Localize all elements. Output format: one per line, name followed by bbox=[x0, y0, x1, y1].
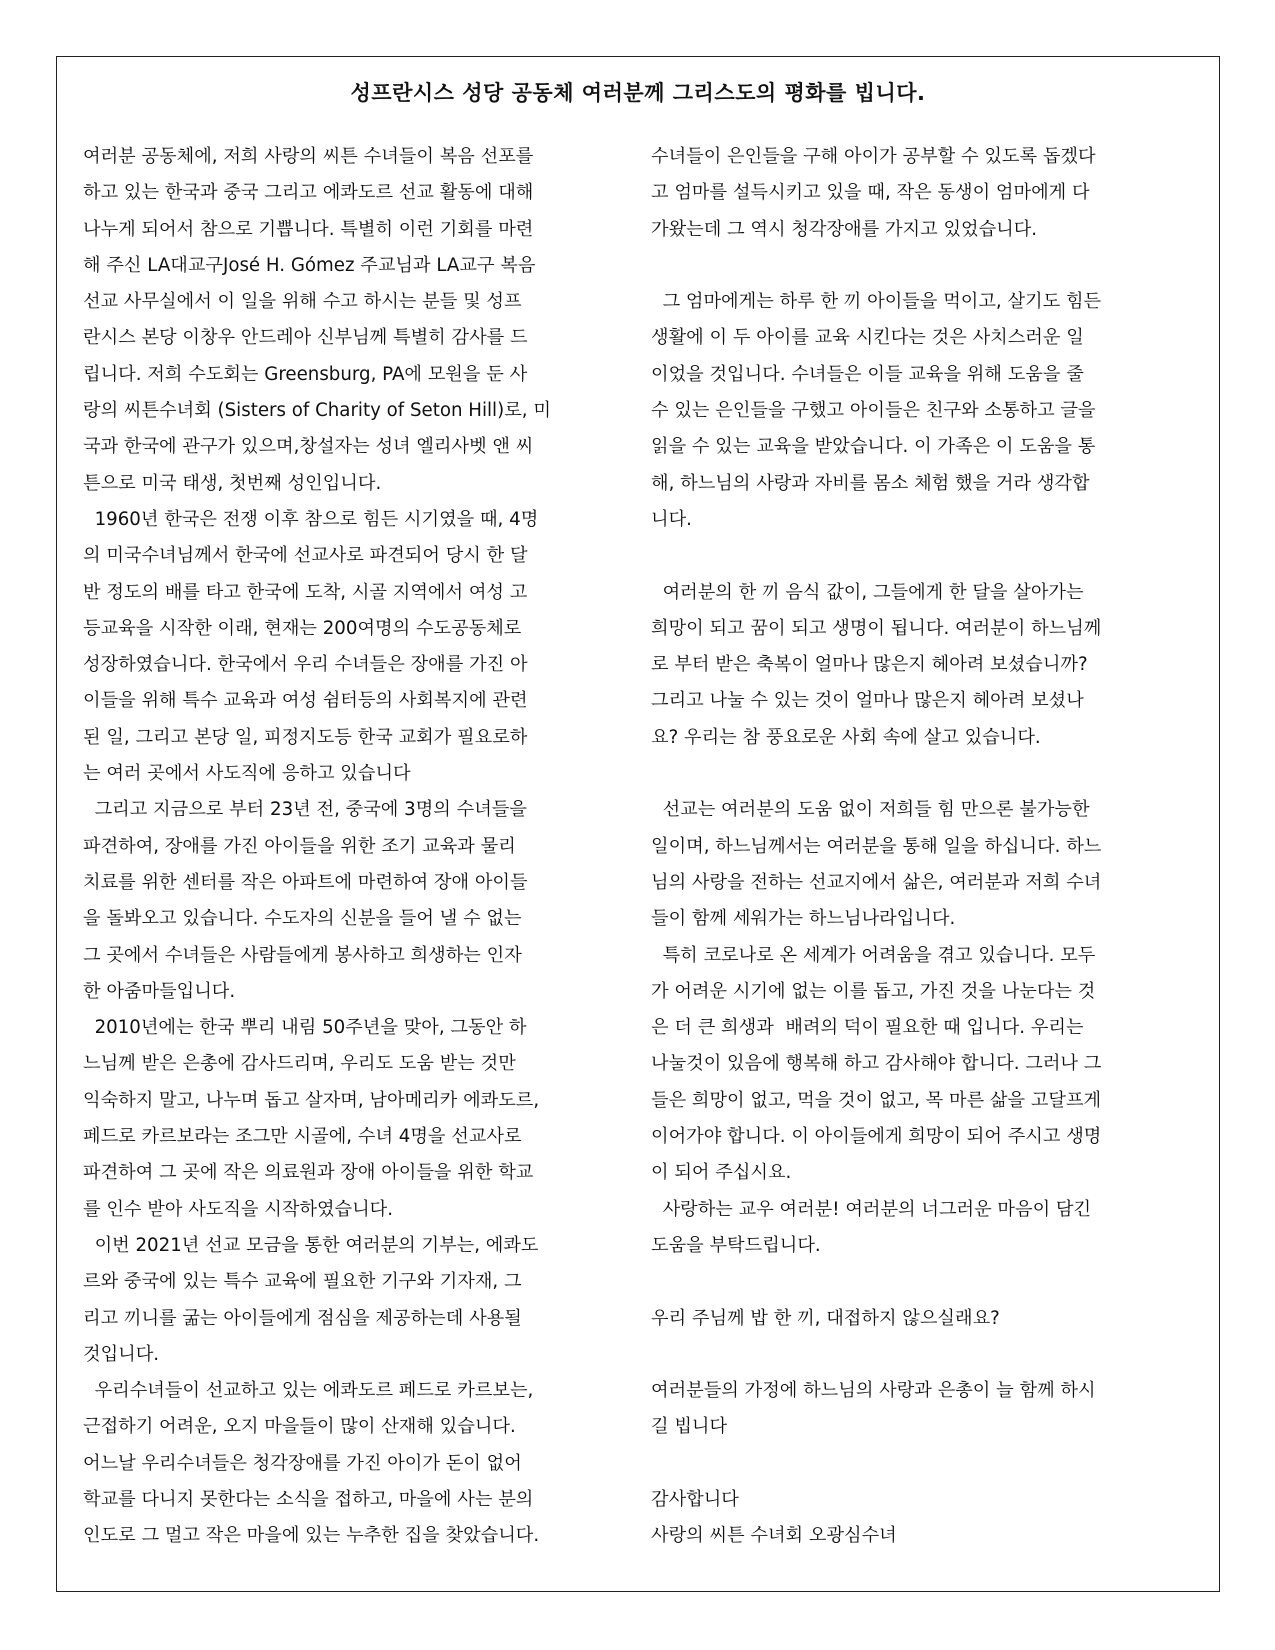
text-line: 인도로 그 멀고 작은 마을에 있는 누추한 집을 찾았습니다. bbox=[83, 1525, 540, 1547]
text-line: 여러분 공동체에, 저희 사랑의 씨튼 수녀들이 복음 선포를 bbox=[83, 146, 534, 167]
text-line: 선교는 여러분의 도움 없이 저희들 힘 만으론 불가능한 bbox=[651, 799, 1090, 821]
text-line: 님의 사랑을 전하는 선교지에서 삶은, 여러분과 저희 수녀 bbox=[651, 871, 1102, 893]
text-line: 가 어려운 시기에 없는 이를 돕고, 가진 것을 나눈다는 것 bbox=[651, 980, 1096, 1002]
text-line: 란시스 본당 이창우 안드레아 신부님께 특별히 감사를 드 bbox=[83, 327, 528, 349]
text-line: 이었을 것입니다. 수녀들은 이들 교육을 위해 도움을 줄 bbox=[651, 363, 1084, 385]
text-line bbox=[651, 756, 1191, 792]
text-line: 의 미국수녀님께서 한국에 선교사로 파견되어 당시 한 달 bbox=[83, 545, 528, 567]
text-line: 수녀들이 은인들을 구해 아이가 공부할 수 있도록 돕겠다 bbox=[651, 146, 1096, 167]
text-line: 일이며, 하느님께서는 여러분을 통해 일을 하십니다. 하느 bbox=[651, 835, 1102, 857]
text-line: 나눌것이 있음에 행복해 하고 감사해야 합니다. 그러나 그 bbox=[651, 1053, 1102, 1075]
letter-frame bbox=[56, 56, 1220, 1592]
text-line: 들은 희망이 없고, 먹을 것이 없고, 목 마른 삶을 고달프게 bbox=[651, 1089, 1102, 1111]
text-line: 튼으로 미국 태생, 첫번째 성인입니다. bbox=[83, 472, 382, 494]
text-line: 여러분들의 가정에 하느님의 사랑과 은총이 늘 함께 하시 bbox=[651, 1380, 1096, 1402]
text-line: 등교육을 시작한 이래, 현재는 200여명의 수도공동체로 bbox=[83, 617, 522, 639]
text-line: 이번 2021년 선교 모금을 통한 여러분의 기부는, 에콰도 bbox=[83, 1234, 539, 1256]
text-line: 것입니다. bbox=[83, 1343, 160, 1365]
text-line: 생활에 이 두 아이를 교육 시킨다는 것은 사치스러운 일 bbox=[651, 327, 1084, 349]
text-line: 우리수녀들이 선교하고 있는 에콰도르 페드로 카르보는, bbox=[83, 1380, 534, 1402]
text-line: 리고 끼니를 굶는 아이들에게 점심을 제공하는데 사용될 bbox=[83, 1307, 522, 1329]
text-line: 반 정도의 배를 타고 한국에 도착, 시골 지역에서 여성 고 bbox=[83, 581, 528, 603]
text-line: 해 주신 LA대교구José H. Gómez 주교님과 LA교구 복음 bbox=[83, 254, 536, 276]
text-line: 립니다. 저희 수도회는 Greensburg, PA에 모원을 둔 사 bbox=[83, 363, 528, 385]
text-line: 이어가야 합니다. 이 아이들에게 희망이 되어 주시고 생명 bbox=[651, 1126, 1102, 1148]
text-line: 로 부터 받은 축복이 얼마나 많은지 헤아려 보셨습니까? bbox=[651, 654, 1088, 676]
text-line: 고 엄마를 설득시키고 있을 때, 작은 동생이 엄마에게 다 bbox=[651, 182, 1090, 204]
text-line bbox=[651, 1446, 1191, 1482]
text-line: 우리 주님께 밥 한 끼, 대접하지 않으실래요? bbox=[651, 1307, 1000, 1329]
letter-title: 성프란시스 성당 공동체 여러분께 그리스도의 평화를 빕니다. bbox=[350, 81, 926, 105]
text-line: 희망이 되고 꿈이 되고 생명이 됩니다. 여러분이 하느님께 bbox=[651, 617, 1102, 639]
text-line: 근접하기 어려운, 오지 마을들이 많이 산재해 있습니다. bbox=[83, 1416, 516, 1438]
text-line: 파견하여 그 곳에 작은 의료원과 장애 아이들을 위한 학교 bbox=[83, 1162, 534, 1184]
text-line: 감사합니다 bbox=[651, 1488, 739, 1510]
text-line: 을 돌봐오고 있습니다. 수도자의 신분을 들어 낼 수 없는 bbox=[83, 908, 522, 930]
right-column bbox=[651, 139, 1191, 1555]
text-line: 그리고 나눌 수 있는 것이 얼마나 많은지 헤아려 보셨나 bbox=[651, 690, 1084, 712]
text-line: 치료를 위한 센터를 작은 아파트에 마련하여 장애 아이들 bbox=[83, 871, 528, 893]
text-line: 느님께 받은 은총에 감사드리며, 우리도 도움 받는 것만 bbox=[83, 1053, 516, 1075]
text-line: 해, 하느님의 사랑과 자비를 몸소 체험 했을 거라 생각합 bbox=[651, 472, 1090, 494]
text-line: 성장하였습니다. 한국에서 우리 수녀들은 장애를 가진 아 bbox=[83, 654, 528, 676]
text-line: 그 곳에서 수녀들은 사람들에게 봉사하고 희생하는 인자 bbox=[83, 944, 522, 966]
text-line: 읽을 수 있는 교육을 받았습니다. 이 가족은 이 도움을 통 bbox=[651, 436, 1096, 458]
text-line bbox=[651, 248, 1191, 284]
text-line bbox=[651, 1337, 1191, 1373]
text-line: 를 인수 받아 사도직을 시작하였습니다. bbox=[83, 1198, 394, 1220]
text-line: 어느날 우리수녀들은 청각장애를 가진 아이가 돈이 없어 bbox=[83, 1452, 522, 1474]
text-line: 하고 있는 한국과 중국 그리고 에콰도르 선교 활동에 대해 bbox=[83, 182, 534, 204]
left-column bbox=[83, 139, 623, 1555]
text-line: 특히 코로나로 온 세계가 어려움을 겪고 있습니다. 모두 bbox=[651, 944, 1096, 966]
text-line: 파견하여, 장애를 가진 아이들을 위한 조기 교육과 물리 bbox=[83, 835, 516, 857]
text-line: 한 아줌마들입니다. bbox=[83, 980, 236, 1002]
text-line: 익숙하지 말고, 나누며 돕고 살자며, 남아메리카 에콰도르, bbox=[83, 1089, 540, 1111]
text-line: 그리고 지금으로 부터 23년 전, 중국에 3명의 수녀들을 bbox=[83, 799, 527, 821]
text-line: 여러분의 한 끼 음식 값이, 그들에게 한 달을 살아가는 bbox=[651, 581, 1084, 603]
text-line: 이들을 위해 특수 교육과 여성 쉼터등의 사회복지에 관련 bbox=[83, 690, 528, 712]
text-line: 그 엄마에게는 하루 한 끼 아이들을 먹이고, 살기도 힘든 bbox=[651, 291, 1102, 313]
text-line: 르와 중국에 있는 특수 교육에 필요한 기구와 기자재, 그 bbox=[83, 1271, 522, 1293]
text-line: 랑의 씨튼수녀회 (Sisters of Charity of Seton Hill)로, 미 bbox=[83, 400, 551, 422]
text-line: 길 빕니다 bbox=[651, 1416, 728, 1438]
text-line: 는 여러 곳에서 사도직에 응하고 있습니다 bbox=[83, 763, 411, 785]
text-line: 사랑의 씨튼 수녀회 오광심수녀 bbox=[651, 1525, 897, 1547]
text-line bbox=[651, 1264, 1191, 1300]
text-line: 요? 우리는 참 풍요로운 사회 속에 살고 있습니다. bbox=[651, 726, 1041, 748]
text-line: 가왔는데 그 역시 청각장애를 가지고 있었습니다. bbox=[651, 218, 1038, 240]
text-line: 학교를 다니지 못한다는 소식을 접하고, 마을에 사는 분의 bbox=[83, 1488, 534, 1510]
text-line: 니다. bbox=[651, 508, 692, 530]
text-line: 나누게 되어서 참으로 기쁩니다. 특별히 이런 기회를 마련 bbox=[83, 218, 534, 240]
text-line: 이 되어 주십시요. bbox=[651, 1162, 792, 1184]
text-line: 선교 사무실에서 이 일을 위해 수고 하시는 분들 및 성프 bbox=[83, 291, 522, 313]
text-line: 2010년에는 한국 뿌리 내림 50주년을 맞아, 그동안 하 bbox=[83, 1017, 527, 1039]
text-line: 들이 함께 세워가는 하느님나라입니다. bbox=[651, 908, 956, 930]
text-line: 수 있는 은인들을 구했고 아이들은 친구와 소통하고 글을 bbox=[651, 400, 1096, 422]
text-line: 된 일, 그리고 본당 일, 피정지도등 한국 교회가 필요로하 bbox=[83, 726, 528, 748]
text-line: 국과 한국에 관구가 있으며,창설자는 성녀 엘리사벳 앤 씨 bbox=[83, 436, 534, 458]
text-line: 사랑하는 교우 여러분! 여러분의 너그러운 마음이 담긴 bbox=[651, 1198, 1092, 1220]
text-line: 도움을 부탁드립니다. bbox=[651, 1234, 821, 1256]
text-line: 페드로 카르보라는 조그만 시골에, 수녀 4명을 선교사로 bbox=[83, 1126, 522, 1148]
text-line bbox=[651, 538, 1191, 574]
text-line: 은 더 큰 희생과 배려의 덕이 필요한 때 입니다. 우리는 bbox=[651, 1017, 1084, 1039]
text-line: 1960년 한국은 전쟁 이후 참으로 힘든 시기였을 때, 4명 bbox=[83, 508, 539, 530]
